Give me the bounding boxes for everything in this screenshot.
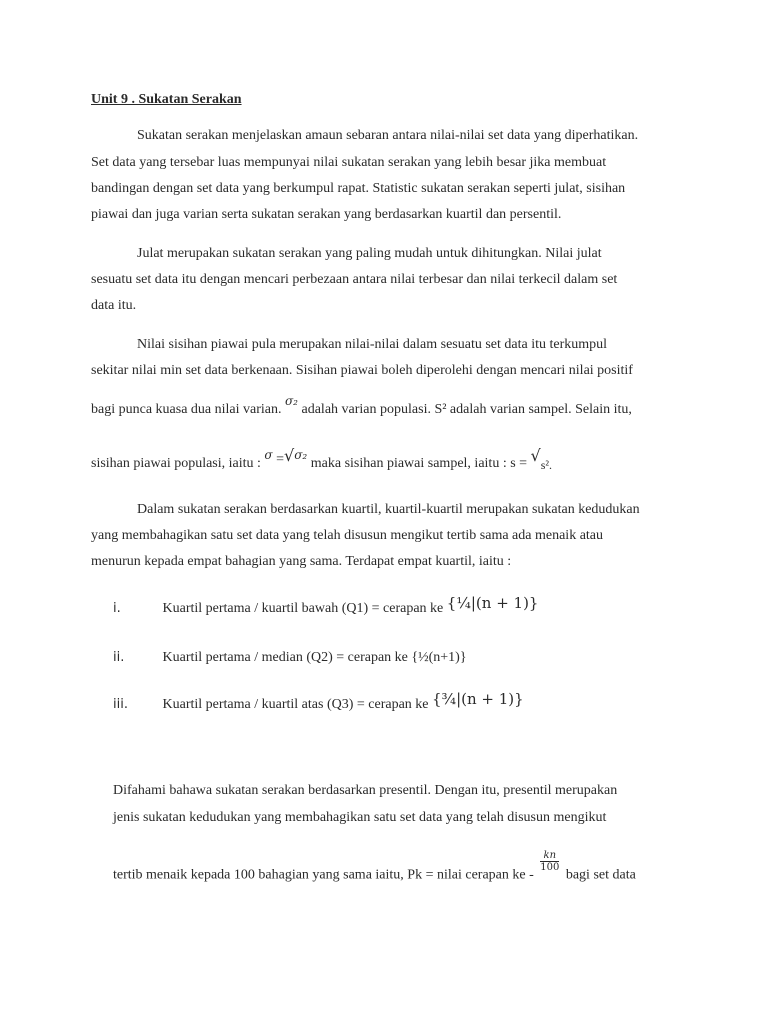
paragraph-4-line-3: menurun kepada empat bahagian yang sama. Terdapat empat kuartil, iaitu : (91, 554, 512, 569)
list-item (113, 650, 467, 666)
paragraph-5-line-3 (113, 850, 636, 887)
paragraph-2-line-1: Julat merupakan sukatan serakan yang paling mudah untuk dihitungkan. Nilai julat (137, 246, 602, 261)
paragraph-3-line-3-text-a: bagi punca kuasa dua nilai varian. (91, 402, 282, 417)
sigma-squared-symbol: σ₂ (284, 394, 298, 408)
paragraph-4-line-1: Dalam sukatan serakan berdasarkan kuartil, kuartil-kuartil merupakan sukatan kedudukan (137, 502, 640, 517)
sigma-squared-symbol-2: σ₂ (294, 448, 308, 462)
sigma-symbol: σ (264, 448, 273, 462)
paragraph-5-line-1: Difahami bahawa sukatan serakan berdasarkan presentil. Dengan itu, presentil merupakan (113, 783, 618, 798)
paragraph-2-line-2: sesuatu set data itu dengan mencari perbezaan antara nilai terbesar dan nilai terkecil dalam set (91, 272, 618, 287)
paragraph-1-line-4: piawai dan juga varian serta sukatan serakan yang berdasarkan kuartil dan persentil. (91, 207, 562, 222)
square-root-symbol: √ (284, 446, 295, 465)
equals-sign: = (276, 452, 285, 467)
list-item-text: Kuartil pertama / kuartil atas (Q3) = cerapan ke (162, 697, 429, 712)
list-item (113, 690, 524, 713)
paragraph-3-line-4-text-b: maka sisihan piawai sampel, iaitu : s = (310, 456, 528, 471)
list-item-number: ii. (113, 650, 125, 665)
paragraph-3-line-1: Nilai sisihan piawai pula merupakan nilai-nilai dalam sesuatu set data itu terkumpul (137, 337, 608, 352)
percentile-fraction (540, 850, 559, 873)
square-root-symbol-2: √ (530, 446, 541, 465)
list-item-text: Kuartil pertama / kuartil bawah (Q1) = cerapan ke (162, 601, 444, 616)
paragraph-1-line-2: Set data yang tersebar luas mempunyai nilai sukatan serakan yang lebih besar jika membuat (91, 155, 607, 170)
list-item-text: Kuartil pertama / median (Q2) = cerapan ke {½(n+1)} (162, 650, 467, 665)
list-item-number: iii. (113, 697, 128, 712)
s-squared-symbol: s². (540, 458, 553, 472)
paragraph-1-line-3: bandingan dengan set data yang berkumpul rapat. Statistic sukatan serakan seperti julat, sisihan (91, 181, 626, 196)
paragraph-3-line-3 (91, 394, 632, 418)
paragraph-3-line-3-text-b: adalah varian populasi. S² adalah varian sampel. Selain itu, (301, 402, 632, 417)
paragraph-5-line-2: jenis sukatan kedudukan yang membahagikan satu set data yang telah disusun mengikut (113, 810, 607, 825)
list-item-number: i. (113, 601, 121, 616)
paragraph-5-line-3-text-a: tertib menaik kepada 100 bahagian yang sama iaitu, Pk = nilai cerapan ke - (113, 867, 534, 883)
paragraph-1-line-1: Sukatan serakan menjelaskan amaun sebaran antara nilai-nilai set data yang diperhatikan. (137, 128, 639, 143)
paragraph-3-line-4-text-a: sisihan piawai populasi, iaitu : (91, 456, 261, 471)
paragraph-3-line-2: sekitar nilai min set data berkenaan. Sisihan piawai boleh diperolehi dengan mencari nilai positif (91, 363, 633, 378)
paragraph-4-line-2: yang membahagikan satu set data yang telah disusun mengikut tertib sama ada menaik atau (91, 528, 604, 543)
fraction-numerator: kn (540, 850, 559, 862)
page-title: Unit 9 . Sukatan Serakan (91, 92, 242, 107)
paragraph-2-line-3: data itu. (91, 298, 137, 313)
fraction-denominator: 100 (540, 862, 560, 873)
list-item-formula: {¾|(n + 1)} (432, 690, 524, 708)
list-item-formula: {¼|(n + 1)} (446, 594, 539, 612)
paragraph-3-line-4 (91, 446, 553, 472)
paragraph-5-line-3-text-b: bagi set data (565, 867, 636, 883)
list-item (113, 594, 539, 617)
